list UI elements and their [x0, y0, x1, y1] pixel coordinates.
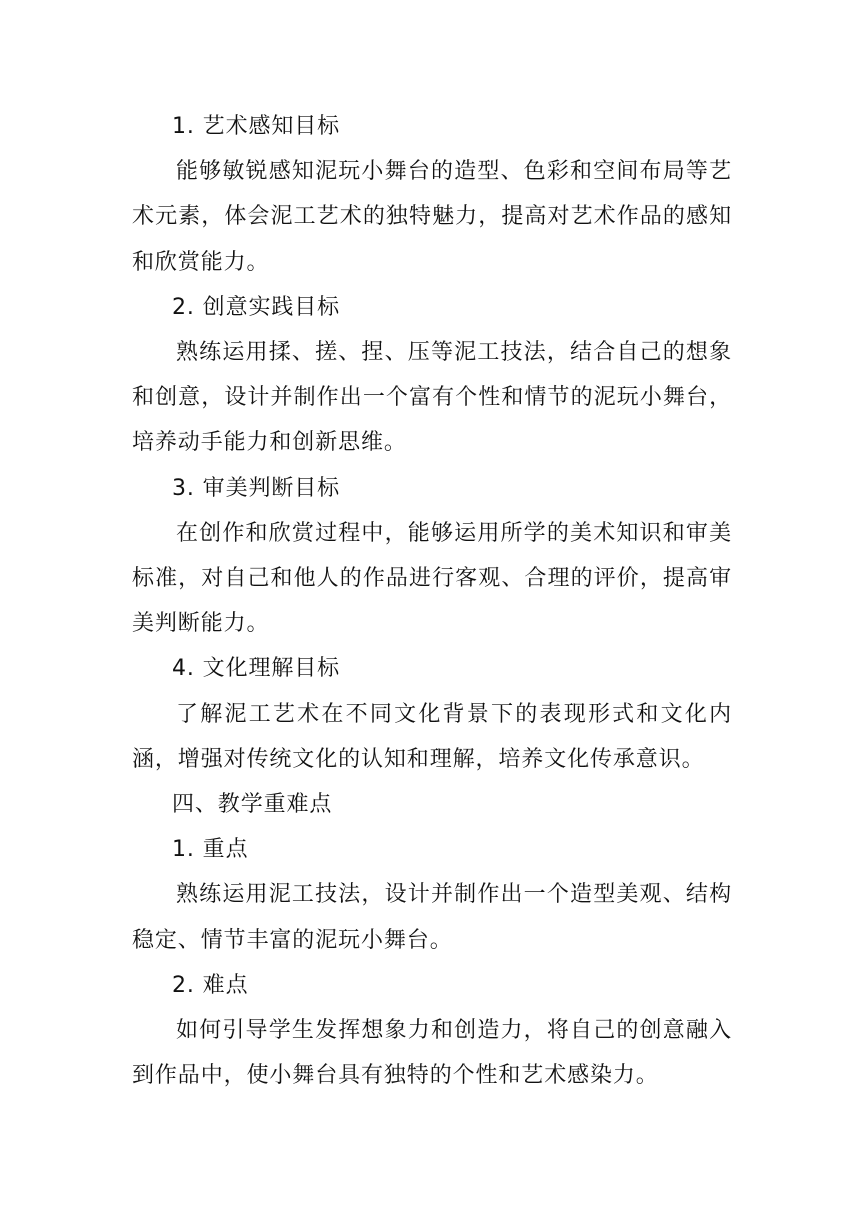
- document-page: [132, 104, 732, 1098]
- paragraph-creative-practice: 熟练运用揉、搓、捏、压等泥工技法，结合自己的想象和创意，设计并制作出一个富有个性和情节的泥玩小舞台，培养动手能力和创新思维。: [132, 340, 732, 456]
- section-heading-aesthetic-judgment: 3. 审美判断目标: [172, 475, 341, 501]
- chapter-heading-key-difficult-points: 四、教学重难点: [172, 792, 333, 818]
- paragraph-difficult-point: 如何引导学生发挥想象力和创造力，将自己的创意融入到作品中，使小舞台具有独特的个性和艺术感染力。: [132, 1018, 732, 1089]
- section-heading-art-perception: 1. 艺术感知目标: [172, 114, 341, 139]
- section-heading-key-point: 1. 重点: [172, 837, 249, 863]
- section-heading-difficult-point: 2. 难点: [172, 972, 249, 998]
- section-heading-creative-practice: 2. 创意实践目标: [172, 294, 341, 320]
- paragraph-art-perception: 能够敏锐感知泥玩小舞台的造型、色彩和空间布局等艺术元素，体会泥工艺术的独特魅力，提高对艺术作品的感知和欣赏能力。: [132, 159, 732, 275]
- section-heading-cultural-understanding: 4. 文化理解目标: [172, 656, 341, 682]
- paragraph-aesthetic-judgment: 在创作和欣赏过程中，能够运用所学的美术知识和审美标准，对自己和他人的作品进行客观、合理的评价，提高审美判断能力。: [132, 520, 732, 637]
- paragraph-cultural-understanding: 了解泥工艺术在不同文化背景下的表现形式和文化内涵，增强对传统文化的认知和理解，培养文化传承意识。: [132, 701, 732, 772]
- paragraph-key-point: 熟练运用泥工技法，设计并制作出一个造型美观、结构稳定、情节丰富的泥玩小舞台。: [132, 882, 732, 953]
